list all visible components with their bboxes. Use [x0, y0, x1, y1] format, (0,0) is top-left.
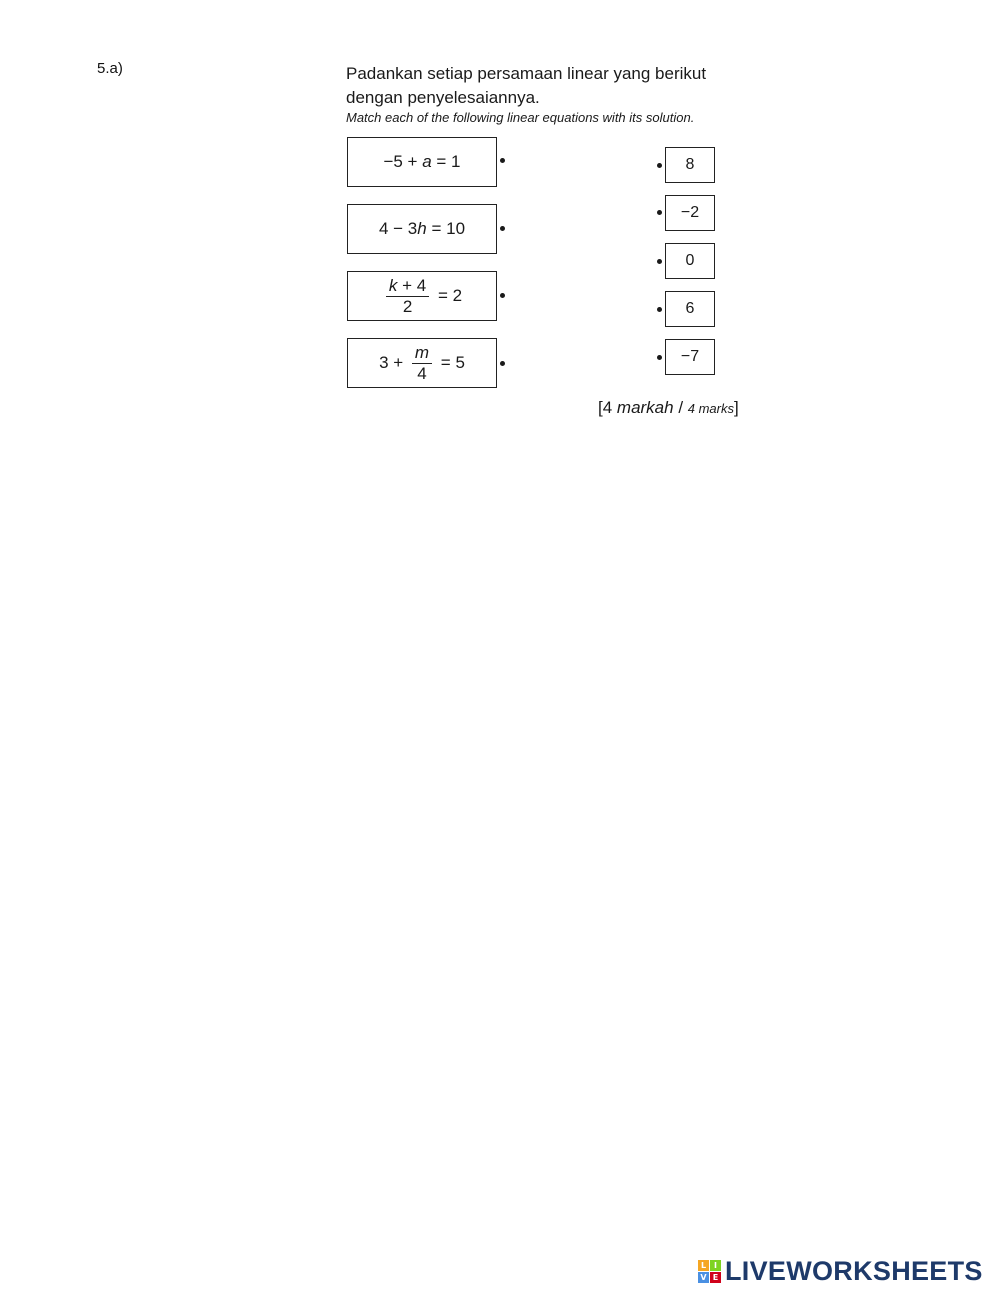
- equation-4-suffix: = 5: [436, 353, 465, 372]
- equation-1-variable: a: [422, 152, 432, 171]
- solution-1-match-dot[interactable]: [657, 163, 662, 168]
- equation-2-prefix: 4 − 3: [378, 219, 418, 238]
- instruction-malay: [346, 62, 766, 110]
- solution-box-2: −2: [665, 195, 715, 231]
- marks-label: [598, 398, 739, 418]
- solution-5-match-dot[interactable]: [657, 355, 662, 360]
- marks-open: [4: [598, 398, 617, 417]
- instruction-english: Match each of the following linear equations with its solution.: [346, 110, 695, 125]
- equation-box-1: [347, 137, 497, 187]
- equation-4-prefix: 3 +: [379, 353, 408, 372]
- equation-3-suffix: = 2: [433, 286, 463, 305]
- solution-box-5: −7: [665, 339, 715, 375]
- equation-4-denominator: 4: [417, 363, 427, 383]
- logo-text: LIVEWORKSHEETS: [725, 1255, 983, 1286]
- solution-box-1: 8: [665, 147, 715, 183]
- question-number: 5.a): [97, 60, 123, 77]
- instruction-malay-line1: Padankan setiap persamaan linear yang berikut: [346, 64, 707, 83]
- solution-3-match-dot[interactable]: [657, 259, 662, 264]
- solution-2-match-dot[interactable]: [657, 210, 662, 215]
- equation-3-numerator-rest: + 4: [397, 275, 427, 295]
- equation-box-4: [347, 338, 497, 388]
- marks-malay: markah: [616, 398, 674, 417]
- equation-4-match-dot[interactable]: [500, 361, 505, 366]
- equation-1-prefix: −5 +: [383, 152, 423, 171]
- marks-separator: /: [673, 398, 688, 417]
- marks-close: ]: [734, 398, 739, 417]
- equation-3-numerator: [386, 276, 429, 297]
- logo-letter-e: E: [710, 1272, 721, 1283]
- equation-3-fraction: [386, 276, 429, 317]
- logo-letter-v: V: [698, 1272, 709, 1283]
- equation-3-variable: k: [388, 275, 398, 295]
- logo-letter-l: L: [698, 1260, 709, 1271]
- equation-1-match-dot[interactable]: [500, 158, 505, 163]
- equation-3-denominator: 2: [402, 296, 413, 316]
- equation-2-suffix: = 10: [426, 219, 466, 238]
- equation-4-variable: m: [414, 342, 430, 362]
- logo-icon: [698, 1260, 721, 1283]
- solution-box-3: 0: [665, 243, 715, 279]
- equation-box-2: [347, 204, 497, 254]
- equation-4-fraction: [412, 343, 432, 384]
- equation-2-variable: h: [417, 219, 427, 238]
- marks-english: 4 marks: [687, 401, 734, 416]
- equation-3-match-dot[interactable]: [500, 293, 505, 298]
- instruction-malay-line2: dengan penyelesaiannya.: [346, 88, 540, 107]
- solution-box-4: 6: [665, 291, 715, 327]
- equation-1-suffix: = 1: [431, 152, 461, 171]
- equation-2-match-dot[interactable]: [500, 226, 505, 231]
- liveworksheets-logo: [698, 1257, 983, 1285]
- equation-4-numerator: [412, 343, 432, 364]
- logo-letter-i: I: [710, 1260, 721, 1271]
- equation-box-3: [347, 271, 497, 321]
- solution-4-match-dot[interactable]: [657, 307, 662, 312]
